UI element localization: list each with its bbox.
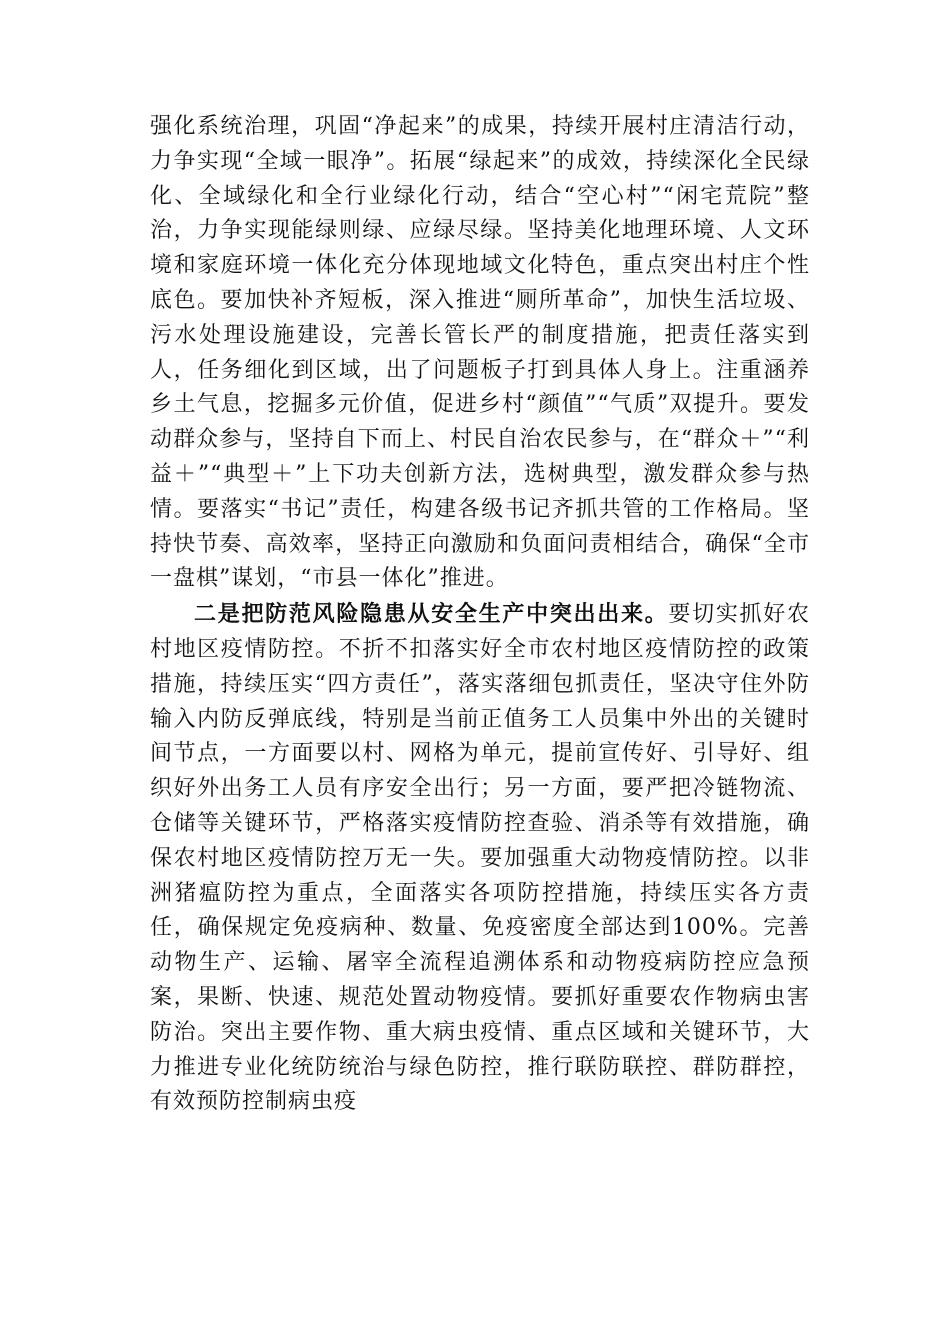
paragraph-2-body: 要切实抓好农村地区疫情防控。不折不扣落实好全市农村地区疫情防控的政策措施，持续压实“四方责任”，落实落细包抓责任，坚决守住外防输入内防反弹底线，特别是当前正值务工人员集中外出的关键时间节点，一方面要以村、网格为单元，提前宣传好、引导好、组织好外出务工人员有序安全出行；另一方面，要严把冷链物流、仓储等关键环节，严格落实疫情防控查验、消杀等有效措施，确保农村地区疫情防控万无一失。要加强重大动物疫情防控。以非洲猪瘟防控为重点，全面落实各项防控措施，持续压实各方责任，确保规定免疫病种、数量、免疫密度全部达到100%。完善动物生产、运输、屠宰全流程追溯体系和动物疫病防控应急预案，果断、快速、规范处置动物疫情。要抓好重要农作物病虫害防治。突出主要作物、重大病虫疫情、重点区域和关键环节，大力推进专业化统防统治与绿色防控，推行联防联控、群防群控，有效预防控制病虫疫 — [150, 602, 810, 1115]
document-page — [150, 110, 810, 1120]
paragraph-1: 强化系统治理，巩固“净起来”的成果，持续开展村庄清洁行动，力争实现“全域一眼净”。拓展“绿起来”的成效，持续深化全民绿化、全域绿化和全行业绿化行动，结合“空心村”“闲宅荒院”整治，力争实现能绿则绿、应绿尽绿。坚持美化地理环境、人文环境和家庭环境一体化充分体现地域文化特色，重点突出村庄个性底色。要加快补齐短板，深入推进“厕所革命”，加快生活垃圾、污水处理设施建设，完善长管长严的制度措施，把责任落实到人，任务细化到区域，出了问题板子打到具体人身上。注重涵养乡土气息，挖掘多元价值，促进乡村“颜值”“气质”双提升。要发动群众参与，坚持自下而上、村民自治农民参与，在“群众＋”“利益＋”“典型＋”上下功夫创新方法，选树典型，激发群众参与热情。要落实“书记”责任，构建各级书记齐抓共管的工作格局。坚持快节奏、高效率，坚持正向激励和负面问责相结合，确保“全市一盘棋”谋划，“市县一体化”推进。 — [150, 114, 810, 592]
paragraph-2-lead-sentence: 二是把防范风险隐患从安全生产中突出出来。 — [194, 601, 669, 628]
paragraph-2 — [150, 597, 810, 1120]
